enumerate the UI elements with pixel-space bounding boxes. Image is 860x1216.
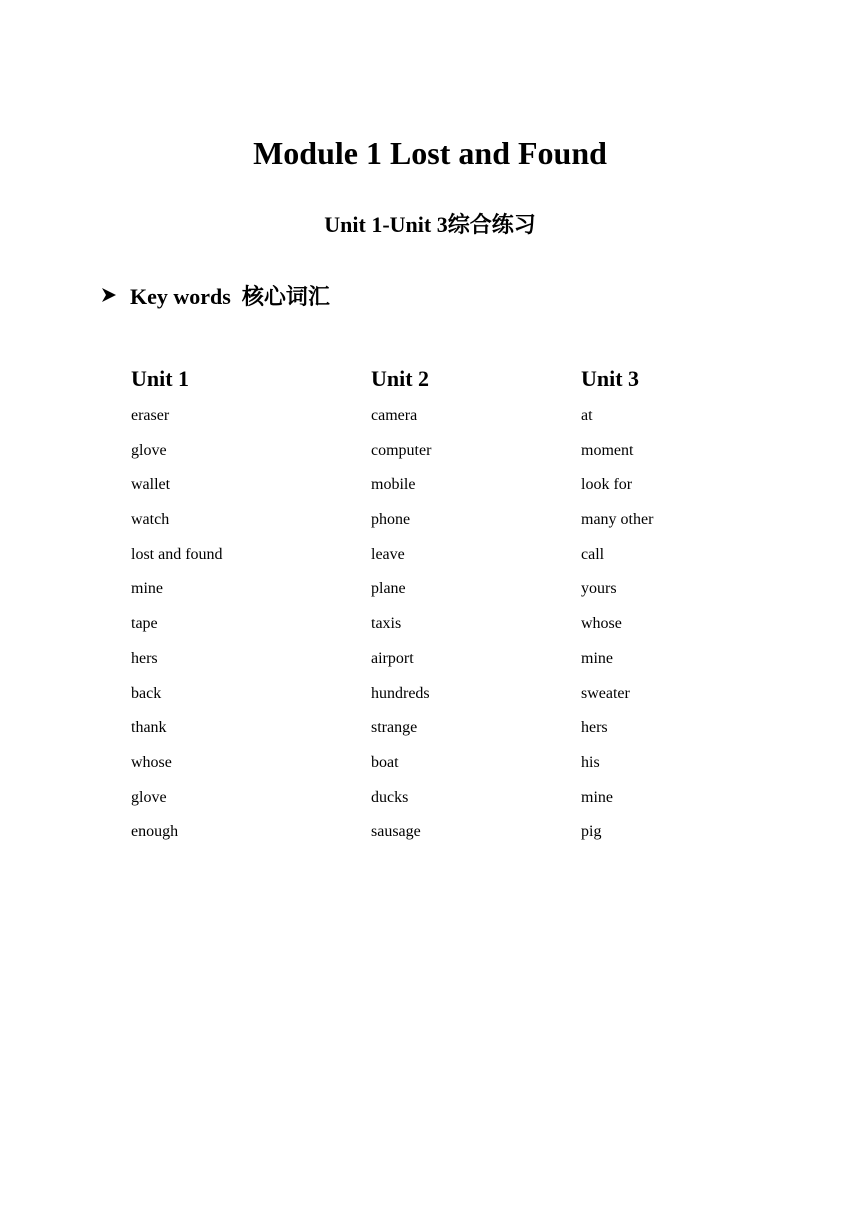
key-words-section-header bbox=[100, 280, 330, 310]
word-item: pig bbox=[581, 823, 602, 841]
word-list bbox=[131, 399, 223, 850]
unit-1-column bbox=[131, 364, 223, 850]
word-item: whose bbox=[581, 615, 622, 633]
word-list bbox=[371, 399, 431, 850]
word-item: sweater bbox=[581, 684, 630, 702]
word-item: glove bbox=[131, 788, 167, 806]
word-item: mine bbox=[581, 788, 613, 806]
word-item: glove bbox=[131, 441, 167, 459]
unit-3-column bbox=[581, 364, 653, 850]
word-item: boat bbox=[371, 753, 399, 771]
word-item: call bbox=[581, 545, 605, 563]
word-item: whose bbox=[131, 753, 172, 771]
word-list bbox=[581, 399, 653, 850]
word-item: eraser bbox=[131, 407, 170, 424]
word-item: hers bbox=[581, 719, 608, 737]
word-item: plane bbox=[371, 580, 406, 598]
word-item: many other bbox=[581, 511, 654, 529]
word-item: leave bbox=[371, 545, 405, 563]
word-item: sausage bbox=[371, 823, 421, 841]
word-item: computer bbox=[371, 441, 432, 459]
word-item: wallet bbox=[131, 476, 171, 494]
column-heading: Unit 1 bbox=[131, 366, 190, 391]
word-item: strange bbox=[371, 719, 418, 737]
word-item: camera bbox=[371, 407, 418, 424]
unit-2-column bbox=[371, 364, 431, 850]
word-item: taxis bbox=[371, 615, 402, 633]
column-heading: Unit 2 bbox=[371, 366, 430, 391]
page-subtitle: Unit 1-Unit 3综合练习 bbox=[324, 212, 536, 237]
word-item: watch bbox=[131, 511, 170, 529]
word-item: mobile bbox=[371, 476, 416, 494]
word-item: hers bbox=[131, 649, 158, 667]
word-item: at bbox=[581, 407, 593, 424]
word-item: mine bbox=[581, 649, 613, 667]
arrow-bullet-icon bbox=[100, 286, 118, 304]
word-item: look for bbox=[581, 476, 633, 494]
word-item: his bbox=[581, 753, 600, 771]
word-item: phone bbox=[371, 511, 411, 529]
page-title: Module 1 Lost and Found bbox=[253, 135, 607, 171]
word-item: hundreds bbox=[371, 684, 430, 702]
word-item: yours bbox=[581, 580, 617, 598]
column-heading: Unit 3 bbox=[581, 366, 640, 391]
word-item: thank bbox=[131, 719, 167, 737]
word-item: back bbox=[131, 684, 162, 702]
word-item: lost and found bbox=[131, 545, 223, 563]
word-item: airport bbox=[371, 649, 414, 667]
section-heading: Key words 核心词汇 bbox=[130, 283, 330, 309]
word-item: moment bbox=[581, 441, 634, 459]
word-item: enough bbox=[131, 823, 179, 841]
word-item: ducks bbox=[371, 788, 409, 806]
word-item: tape bbox=[131, 615, 158, 633]
word-item: mine bbox=[131, 580, 163, 598]
